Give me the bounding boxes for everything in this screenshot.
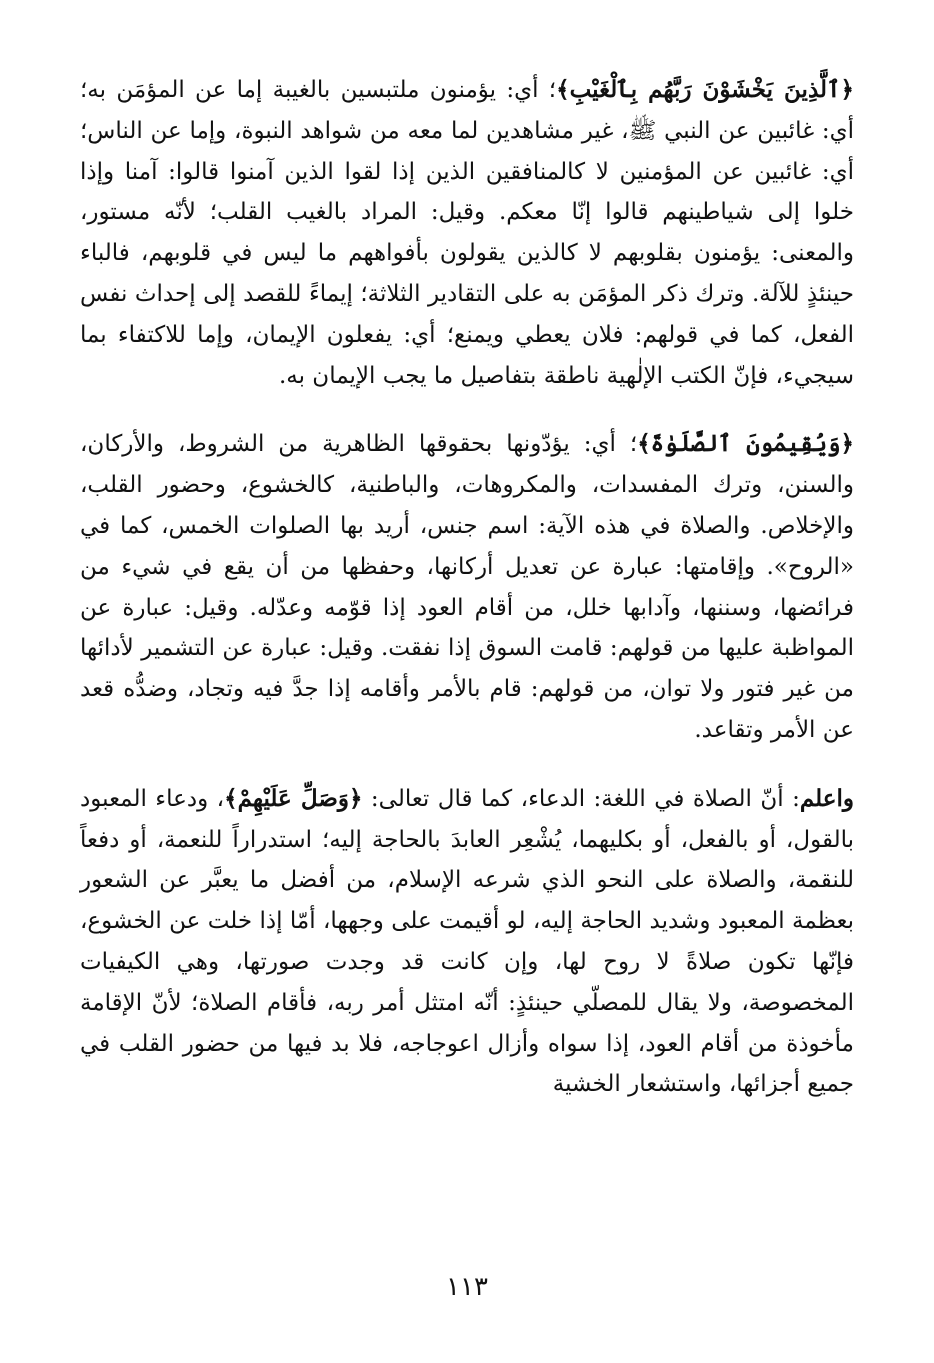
page-number: ١١٣ (446, 1272, 488, 1302)
paragraph-establish-prayer (80, 424, 854, 750)
quran-verse-unseen: ﴿ٱلَّذِينَ يَخْشَوْنَ رَبَّهُم بِٱلْغَيْبِ﴾ (556, 76, 854, 103)
paragraph-know-that (80, 779, 854, 1105)
paragraph-text: ؛ أي: يؤدّونها بحقوقها الظاهرية من الشروط، والأركان، والسنن، وترك المفسدات، والمكروهات، والباطنية، كالخشوع، وحضور القلب، والإخلاص. والصلاة في هذه الآية: اسم جنس، أريد بها الصلوات الخمس، كما في «الروح». وإقامتها: عبارة عن تعديل أركانها، وحفظها من أن يقع في شيء من فرائضها، وسننها، وآدابها خلل، من أقام العود إذا قوّمه وعدّله. وقيل: عبارة عن المواظبة عليها من قولهم: قامت السوق إذا نفقت. وقيل: عبارة عن التشمير لأدائها من غير فتور ولا توان، من قولهم: قام بالأمر وأقامه إذا جدَّ فيه وتجاد، وضدُّه قعد عن الأمر وتقاعد. (80, 431, 854, 743)
paragraph-believe-in-unseen (80, 70, 854, 396)
page-body (80, 70, 854, 1105)
quran-verse-pray-upon-them: ﴿وَصَلِّ عَلَيْهِمْ﴾ (224, 784, 363, 812)
paragraph-intro-text: : أنّ الصلاة في اللغة: الدعاء، كما قال تعالى: (362, 785, 800, 812)
paragraph-text: ؛ أي: يؤمنون ملتبسين بالغيبة إما عن المؤمَن به؛ أي: غائبين عن النبي ﷺ، غير مشاهدين لما معه من شواهد النبوة، وإما عن الناس؛ أي: غائبين عن المؤمنين لا كالمنافقين الذين إذا لقوا الذين آمنوا قالوا: آمنا وإذا خلوا إلى شياطينهم قالوا إنّا معكم. وقيل: المراد بالغيب القلب؛ لأنّه مستور، والمعنى: يؤمنون بقلوبهم لا كالذين يقولون بأفواههم ما ليس في قلوبهم، فالباء حينئذٍ للآلة. وترك ذكر المؤمَن به على التقادير الثلاثة؛ إيماءً للقصد إلى إحداث نفس الفعل، كما في قولهم: فلان يعطي ويمنع؛ أي: يفعلون الإيمان، وإما للاكتفاء بما سيجيء، فإنّ الكتب الإلٰهية ناطقة بتفاصيل ما يجب الإيمان به. (80, 77, 854, 389)
quran-verse-prayer: ﴿وَيُقِيمُونَ ٱلصَّلَوٰةَ﴾ (637, 430, 855, 458)
paragraph-text: ، ودعاء المعبود بالقول، أو بالفعل، أو بكليهما، يُشْعِر العابدَ بالحاجة إليه؛ استدراراً للنعمة، أو دفعاً للنقمة، والصلاة على النحو الذي شرعه الإسلام، من أفضل ما يعبَّر عن الشعور بعظمة المعبود وشديد الحاجة إليه، لو أقيمت على وجهها، أمّا إذا خلت عن الخشوع، فإنّها تكون صلاةً لا روح لها، وإن كانت قد وجدت صورتها، وهي الكيفيات المخصوصة، ولا يقال للمصلّي حينئذٍ: أنّه امتثل أمر ربه، فأقام الصلاة؛ لأنّ الإقامة مأخوذة من أقام العود، إذا سواه وأزال اعوجاجه، فلا بد فيها من حضور القلب في جميع أجزائها، واستشعار الخشية (80, 785, 854, 1098)
lead-word: واعلم (799, 784, 855, 812)
